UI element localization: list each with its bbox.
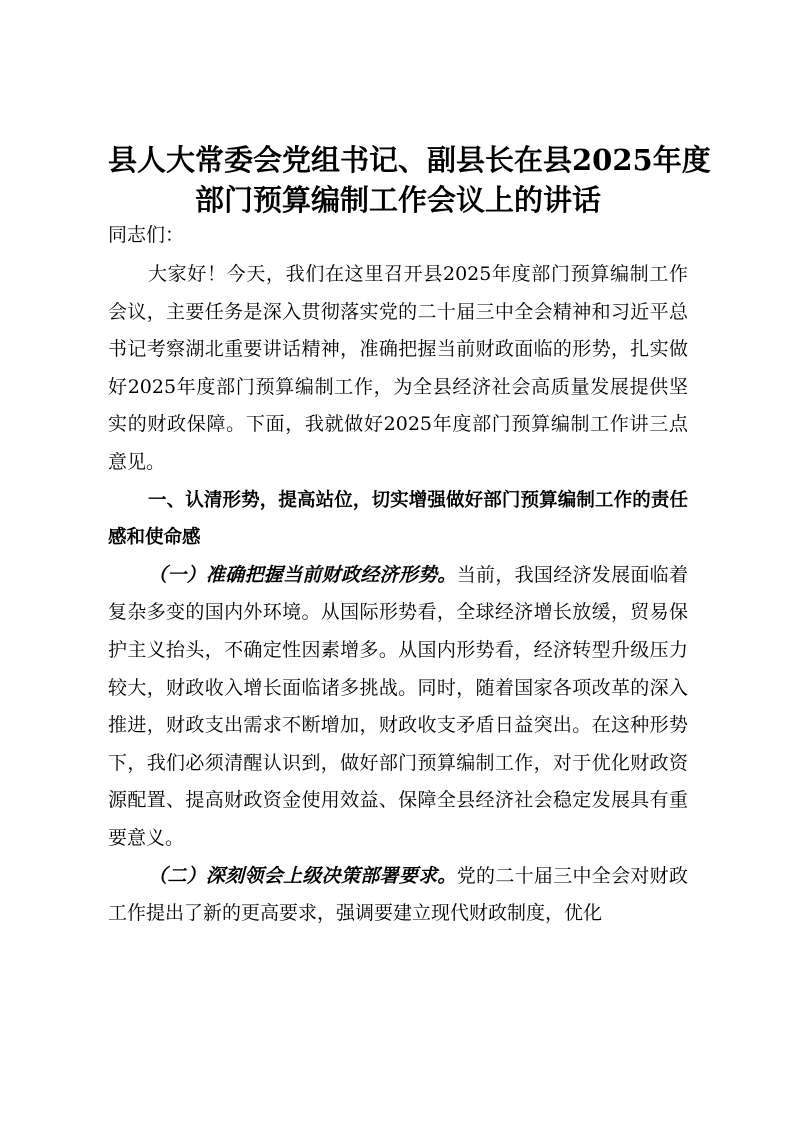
title-line-2: 部门预算编制工作会议上的讲话 — [194, 183, 601, 217]
title-line-1: 县人大常委会党组书记、副县长在县2025年度 — [108, 143, 711, 177]
subsection-1-paragraph — [108, 557, 688, 858]
intro-paragraph: 大家好！今天，我们在这里召开县2025年度部门预算编制工作会议，主要任务是深入贯彻落实党的二十届三中全会精神和习近平总书记考察湖北重要讲话精神，准确把握当前财政面临的形势，扎实做好2025年度部门预算编制工作，为全县经济社会高质量发展提供坚实的财政保障。下面，我就做好2025年度部门预算编制工作讲三点意见。 — [108, 263, 688, 473]
subsection-2-heading: （二）深刻领会上级决策部署要求。 — [148, 864, 457, 887]
subsection-2-paragraph — [108, 858, 688, 933]
salutation: 同志们： — [108, 224, 185, 246]
subsection-1-body: 当前，我国经济发展面临着复杂多变的国内外环境。从国际形势看，全球经济增长放缓，贸易保护主义抬头，不确定性因素增多。从国内形势看，经济转型升级压力较大，财政收入增长面临诸多挑战。同时，随着国家各项改革的深入推进，财政支出需求不断增加，财政收支矛盾日益突出。在这种形势下，我们必须清醒认识到，做好部门预算编制工作，对于优化财政资源配置、提高财政资金使用效益、保障全县经济社会稳定发展具有重要意义。 — [108, 563, 688, 849]
subsection-1-heading: （一）准确把握当前财政经济形势。 — [148, 563, 457, 586]
document-title — [108, 140, 711, 220]
document-page — [108, 140, 711, 933]
subsection-2-body: 党的二十届三中全会对财政工作提出了新的更高要求，强调要建立现代财政制度，优化 — [108, 864, 688, 925]
section-1-heading: 一、认清形势，提高站位，切实增强做好部门预算编制工作的责任感和使命感 — [108, 489, 688, 549]
